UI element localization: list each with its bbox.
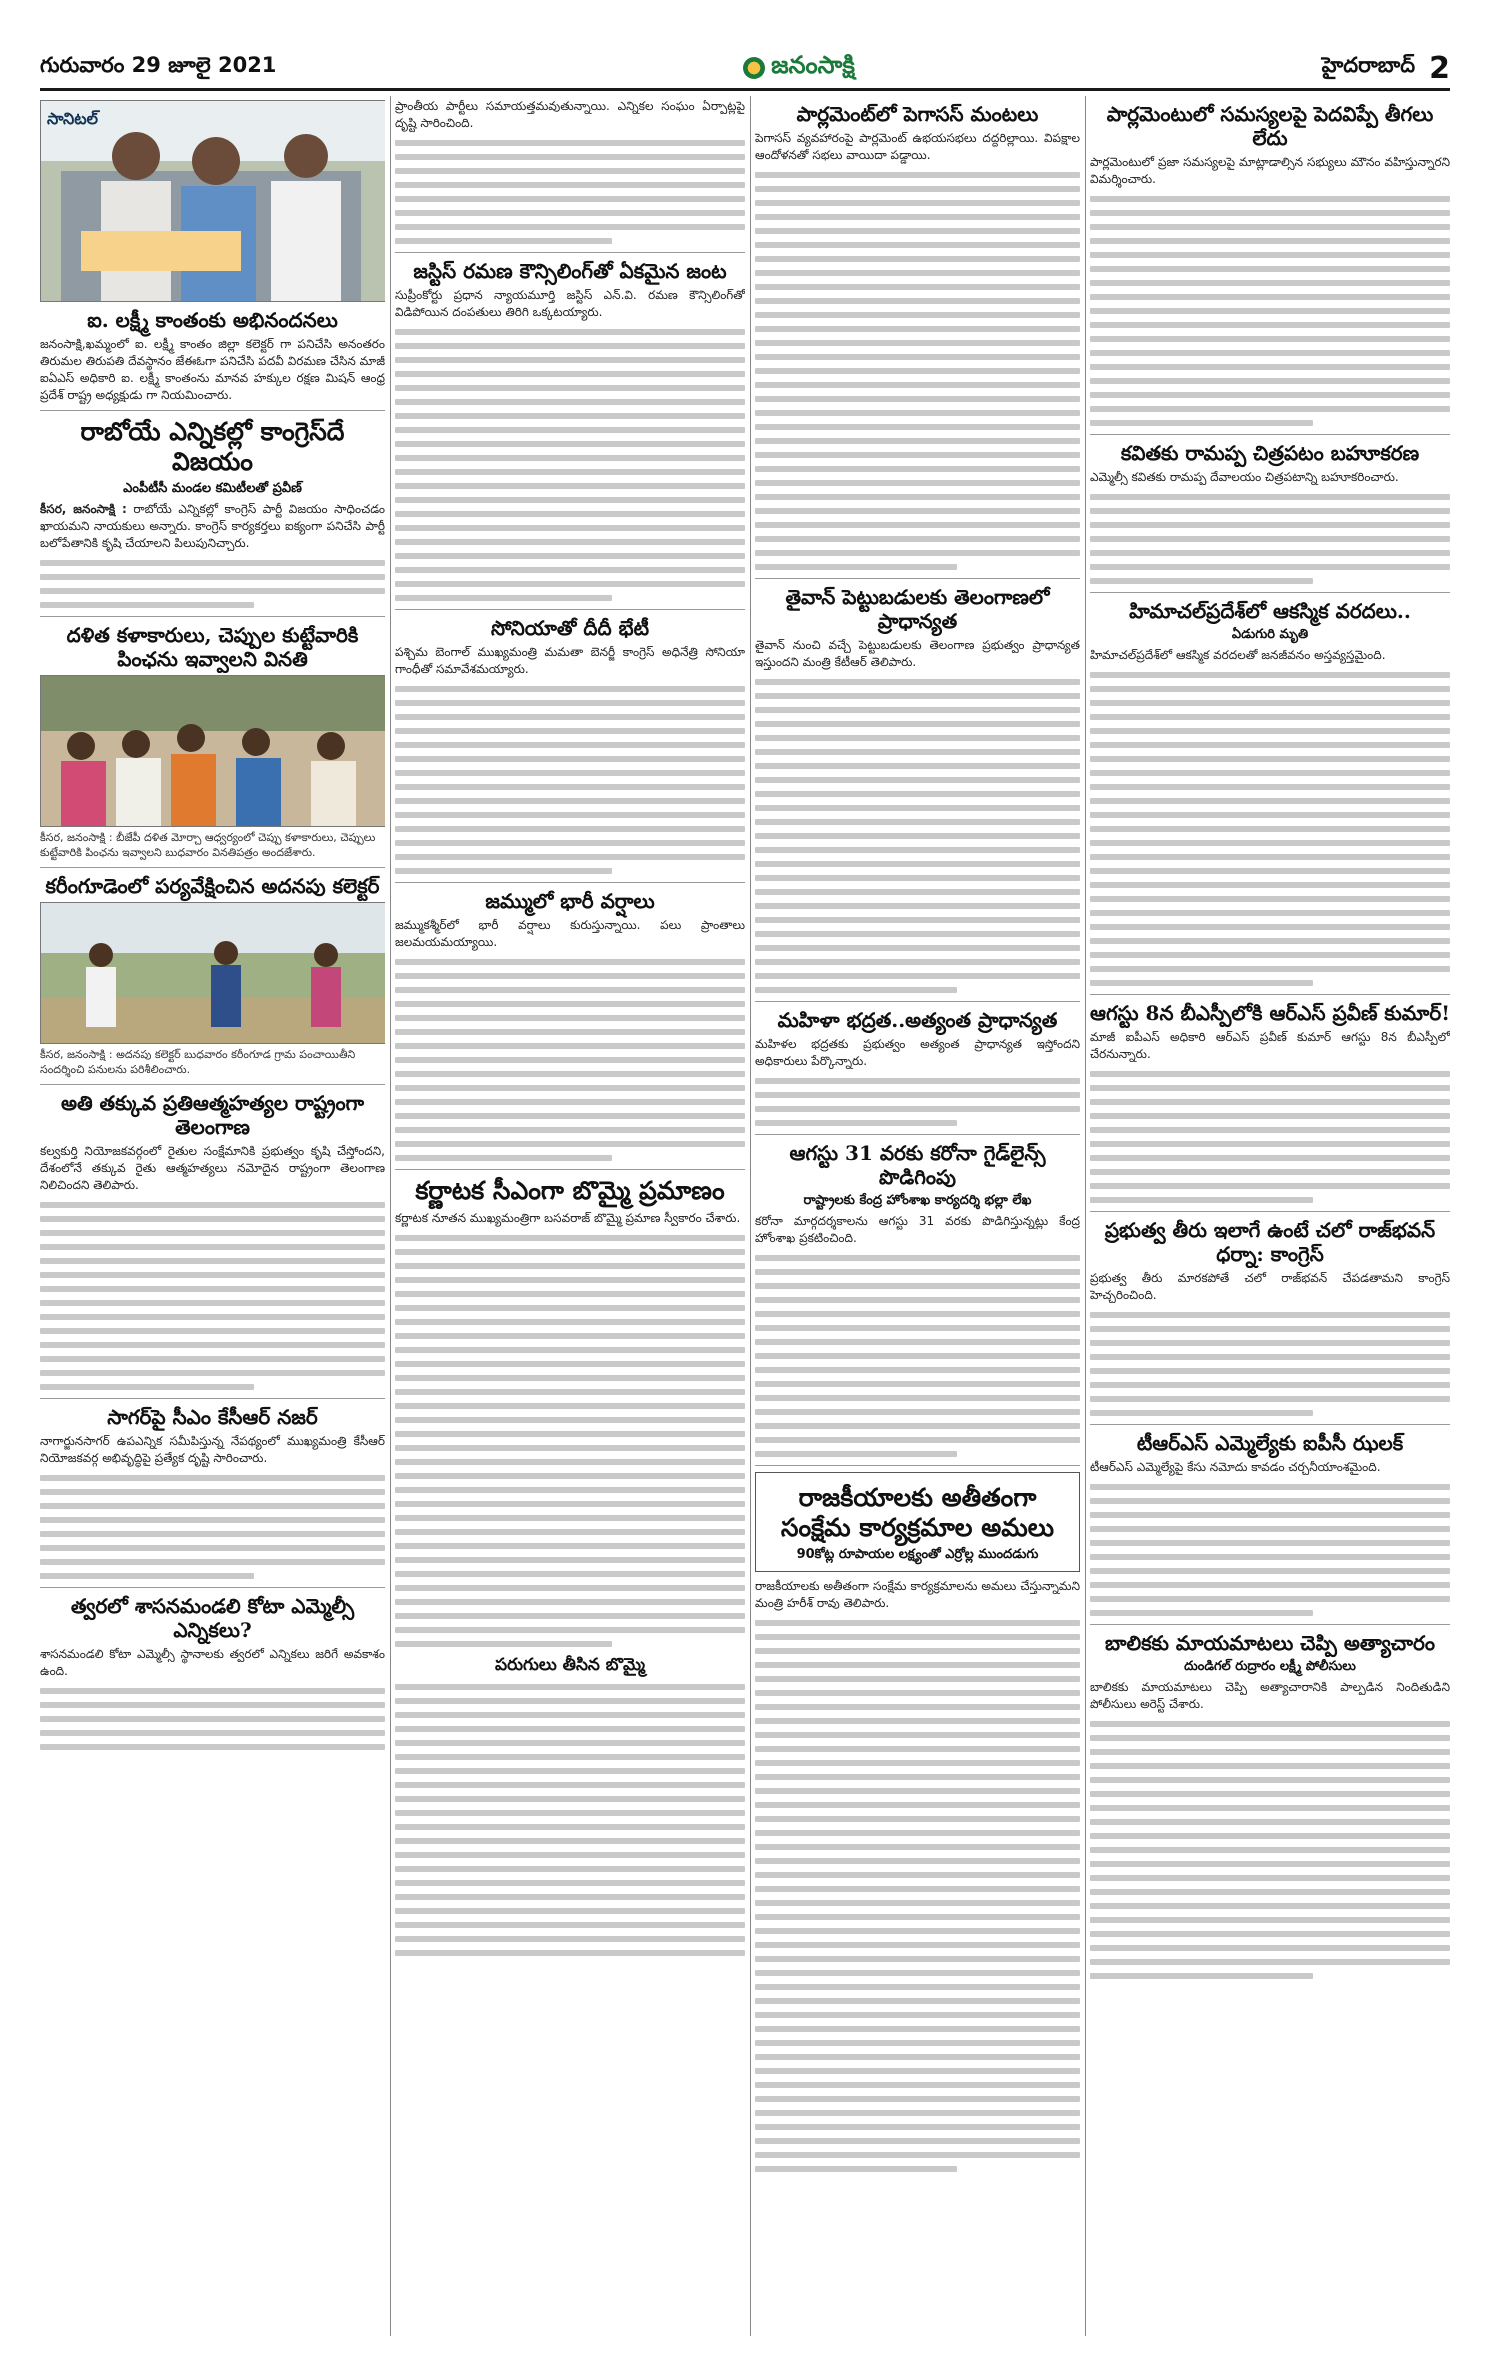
- headline-17: రాజకీయాలకు అతీతంగా సంక్షేమ కార్యక్రమాల అమలు: [780, 1483, 1055, 1543]
- banner-text: సానిటల్: [47, 109, 98, 128]
- headline-18: పార్లమెంటులో సమస్యలపై పెదవిప్పే తీగలు లేదు: [1106, 102, 1434, 150]
- dateline: కీసర, జనంసాక్షి :: [40, 502, 127, 517]
- text-lines: [395, 329, 745, 601]
- story-6-body: నాగార్జునసాగర్ ఉపఎన్నిక సమీపిస్తున్న నేపథ్యంలో ముఖ్యమంత్రి కేసీఆర్ నియోజకవర్గ అభివృద్ధిపై ప్రత్యేక దృష్టి సారించారు.: [40, 1433, 385, 1465]
- story-23-body: టీఆర్‌ఎస్ ఎమ్మెల్యేపై కేసు నమోదు కావడం చర్చనీయాంశమైంది.: [1090, 1460, 1381, 1475]
- divider: [395, 252, 745, 253]
- text-lines: [40, 560, 385, 608]
- edition-name: హైదరాబాద్: [1321, 53, 1416, 77]
- box-story: [755, 1472, 1080, 1572]
- headline-24: బాలికకు మాయమాటలు చెప్పి అత్యాచారం: [1105, 1631, 1435, 1656]
- headline-15: మహిళా భద్రత..అత్యంత ప్రాధాన్యత: [777, 1008, 1058, 1033]
- text-lines: [395, 959, 745, 1161]
- divider: [1090, 592, 1450, 593]
- story-16-body: కరోనా మార్గదర్శకాలను ఆగస్టు 31 వరకు పొడిగిస్తున్నట్లు కేంద్ర హోంశాఖ ప్రకటించింది.: [755, 1214, 1080, 1246]
- column-2: [395, 96, 745, 2336]
- headline-9: సోనియాతో దీదీ భేటీ: [490, 616, 650, 641]
- text-lines: [1090, 494, 1450, 584]
- headline-1: ఐ. లక్ష్మీ కాంతంకు అభినందనలు: [87, 308, 338, 332]
- divider: [1090, 434, 1450, 435]
- column-rule: [390, 96, 391, 2336]
- headline-2: రాబోయే ఎన్నికల్లో కాంగ్రెస్‌దే విజయం: [80, 417, 345, 477]
- photo-caption: కీసర, జనంసాక్షి : బీజేపీ దళిత మోర్చా ఆధ్వర్యంలో చెప్పు కళాకారులు, చెప్పులు కుట్టేవారికి పింఛను ఇవ్వాలని బుధవారం వినతిపత్రం అందజేశారు.: [40, 831, 376, 860]
- story-15-body: మహిళల భద్రతకు ప్రభుత్వం అత్యంత ప్రాధాన్యత ఇస్తోందని అధికారులు పేర్కొన్నారు.: [755, 1037, 1080, 1069]
- text-lines: [395, 140, 745, 244]
- story-19-body: ఎమ్మెల్సీ కవితకు రామప్ప దేవాలయం చిత్రపటాన్ని బహూకరించారు.: [1090, 470, 1399, 485]
- story-1-body: జనంసాక్షి,ఖమ్మంలో ఐ. లక్ష్మీ కాంతం జిల్లా కలెక్టర్ గా పనిచేసి అనంతరం తిరుమల తిరుపతి దేవస్థానం జేఈఓగా పనిచేసి పదవీ విరమణ చేసిన మాజీ ఐఏఎస్ అధికారి ఐ. లక్ష్మీ కాంతంను మానవ హక్కుల రక్షణ మిషన్ ఆంధ్ర ప్రదేశ్ రాష్ట్ర అధ్యక్షుడు గా నియమించారు.: [40, 337, 385, 403]
- divider: [1090, 1624, 1450, 1625]
- paper-name: జనంసాక్షి: [771, 51, 855, 79]
- story-7-body: శాసనమండలి కోటా ఎమ్మెల్సీ స్థానాలకు త్వరలో ఎన్నికలు జరిగే అవకాశం ఉంది.: [40, 1646, 385, 1678]
- divider: [755, 578, 1080, 579]
- story-8-body: సుప్రీంకోర్టు ప్రధాన న్యాయమూర్తి జస్టిస్ ఎన్.వి. రమణ కౌన్సిలింగ్‌తో విడిపోయిన దంపతులు తిరిగి ఒక్కటయ్యారు.: [395, 288, 745, 320]
- subheadline-24: దుండిగల్ రుద్రారం లక్ష్మీ పోలీసులు: [1184, 1659, 1356, 1675]
- column-rule: [750, 96, 751, 2336]
- headline-21: ఆగస్టు 8న బీఎస్పీలోకి ఆర్‌ఎస్ ప్రవీణ్ కుమార్!: [1090, 1001, 1450, 1026]
- divider: [755, 1465, 1080, 1466]
- headline-6: సాగర్‌పై సీఎం కేసీఆర్ నజర్: [107, 1404, 318, 1429]
- story-24-body: బాలికకు మాయమాటలు చెప్పి అత్యాచారానికి పాల్పడిన నిందితుడిని పోలీసులు అరెస్ట్ చేశారు.: [1090, 1680, 1450, 1712]
- headline-8: జస్టిస్ రమణ కౌన్సిలింగ్‌తో ఏకమైన జంట: [413, 259, 727, 284]
- story-11-body: కర్ణాటక నూతన ముఖ్యమంత్రిగా బసవరాజ్ బొమ్మై ప్రమాణ స్వీకారం చేశారు.: [395, 1211, 741, 1226]
- text-lines: [755, 172, 1080, 570]
- divider: [395, 1169, 745, 1170]
- story-9-body: పశ్చిమ బెంగాల్ ముఖ్యమంత్రి మమతా బెనర్జీ కాంగ్రెస్ అధినేత్రి సోనియా గాంధీతో సమావేశమయ్యారు.: [395, 645, 745, 677]
- subhead-12: పరుగులు తీసిన బొమ్మై: [494, 1655, 646, 1676]
- subheadline-17: 90కోట్ల రూపాయల లక్ష్యంతో ఎర్రోల్ల ముందడుగు: [796, 1547, 1039, 1563]
- photo-protest: [40, 675, 385, 827]
- subheadline-16: రాష్ట్రాలకు కేంద్ర హోంశాఖ కార్యదర్శి భల్లా లేఖ: [803, 1193, 1032, 1209]
- divider: [40, 1084, 385, 1085]
- paper-logo: [743, 51, 855, 85]
- page-number: 2: [1429, 50, 1450, 86]
- divider: [755, 1001, 1080, 1002]
- column-rule: [1085, 96, 1086, 2336]
- photo-felicitation: [40, 100, 385, 302]
- text-lines: [755, 1620, 1080, 2172]
- story-continued-body: ప్రాంతీయ పార్టీలు సమాయత్తమవుతున్నాయి. ఎన్నికల సంఘం ఏర్పాట్లపై దృష్టి సారించింది.: [395, 99, 745, 131]
- column-4: [1090, 96, 1450, 2336]
- story-2-body: [40, 501, 385, 552]
- divider: [755, 1134, 1080, 1135]
- column-1: [40, 96, 385, 2336]
- story-18-body: పార్లమెంటులో ప్రజా సమస్యలపై మాట్లాడాల్సిన సభ్యులు మౌనం వహిస్తున్నారని విమర్శించారు.: [1090, 155, 1450, 187]
- text-lines: [395, 686, 745, 874]
- masthead: [40, 48, 1450, 91]
- divider: [395, 609, 745, 610]
- edition-block: [1322, 51, 1450, 86]
- text-lines: [40, 1688, 385, 1750]
- divider: [1090, 1211, 1450, 1212]
- headline-5: అతి తక్కువ ప్రతిఆత్మహత్యల రాష్ట్రంగా తెలంగాణ: [60, 1090, 365, 1139]
- story-20-body: హిమాచల్‌ప్రదేశ్‌లో ఆకస్మిక వరదలతో జనజీవనం అస్తవ్యస్తమైంది.: [1090, 648, 1386, 663]
- headline-23: టీఆర్‌ఎస్ ఎమ్మెల్యేకు ఐపీసీ ఝలక్: [1136, 1431, 1404, 1456]
- divider: [40, 410, 385, 411]
- story-21-body: మాజీ ఐపీఎస్ అధికారి ఆర్‌ఎస్ ప్రవీణ్ కుమార్ ఆగస్టు 8న బీఎస్పీలో చేరనున్నారు.: [1090, 1030, 1450, 1062]
- logo-icon: [743, 57, 765, 79]
- issue-date: గురువారం 29 జూలై 2021: [40, 53, 277, 77]
- text-lines: [1090, 1071, 1450, 1203]
- divider: [40, 1398, 385, 1399]
- text-lines: [1090, 672, 1450, 986]
- subheadline-20: ఏడుగురి మృతి: [1231, 627, 1309, 643]
- headline-14: తైవాన్ పెట్టుబడులకు తెలంగాణలో ప్రాధాన్యత: [785, 585, 1050, 634]
- text-lines: [755, 1078, 1080, 1126]
- text-lines: [395, 1684, 745, 1956]
- story-10-body: జమ్ముకశ్మీర్‌లో భారీ వర్షాలు కురుస్తున్నాయి. పలు ప్రాంతాలు జలమయమయ్యాయి.: [395, 918, 745, 950]
- headline-22: ప్రభుత్వ తీరు ఇలాగే ఉంటే చలో రాజ్‌భవన్ ధర్నా: కాంగ్రెస్: [1104, 1218, 1436, 1267]
- story-14-body: తైవాన్ నుంచి వచ్చే పెట్టుబడులకు తెలంగాణ ప్రభుత్వం ప్రాధాన్యత ఇస్తుందని మంత్రి కేటీఆర్ తెలిపారు.: [755, 638, 1080, 670]
- headline-19: కవితకు రామప్ప చిత్రపటం బహూకరణ: [1120, 441, 1420, 466]
- headline-13: పార్లమెంట్‌లో పెగాసస్ మంటలు: [796, 102, 1039, 126]
- column-3: [755, 96, 1080, 2336]
- headline-16: ఆగస్టు 31 వరకు కరోనా గైడ్‌లైన్స్ పొడిగింపు: [789, 1141, 1046, 1190]
- text-lines: [755, 679, 1080, 993]
- divider: [1090, 994, 1450, 995]
- headline-4: కరీంగూడెంలో పర్యవేక్షించిన అదనపు కలెక్టర్: [45, 873, 380, 898]
- text-lines: [40, 1202, 385, 1390]
- story-17-body: రాజకీయాలకు అతీతంగా సంక్షేమ కార్యక్రమాలను అమలు చేస్తున్నామని మంత్రి హరీశ్ రావు తెలిపారు.: [755, 1579, 1080, 1611]
- text-lines: [1090, 1721, 1450, 1979]
- story-5-body: కల్వకుర్తి నియోజకవర్గంలో రైతుల సంక్షేమానికి ప్రభుత్వం కృషి చేస్తోందని, దేశంలోనే తక్కువ రైతు ఆత్మహత్యలు నమోదైన రాష్ట్రంగా తెలంగాణ నిలిచిందని తెలిపారు.: [40, 1143, 385, 1192]
- divider: [395, 882, 745, 883]
- headline-7: త్వరలో శాసనమండలి కోటా ఎమ్మెల్సీ ఎన్నికలు?: [70, 1593, 355, 1642]
- story-22-body: ప్రభుత్వ తీరు మారకపోతే చలో రాజ్‌భవన్ చేపడతామని కాంగ్రెస్ హెచ్చరించింది.: [1090, 1271, 1450, 1303]
- headline-20: హిమాచల్‌ప్రదేశ్‌లో ఆకస్మిక వరదలు..: [1129, 599, 1411, 624]
- text-lines: [755, 1255, 1080, 1457]
- photo-caption: కీసర, జనంసాక్షి : అదనపు కలెక్టర్ బుధవారం కరీంగూడ గ్రామ పంచాయితీని సందర్శించి పనులను పరిశీలించారు.: [40, 1047, 356, 1076]
- text-lines: [395, 1235, 745, 1647]
- text-lines: [40, 1475, 385, 1579]
- headline-10: జమ్ములో భారీ వర్షాలు: [485, 889, 655, 914]
- divider: [40, 1587, 385, 1588]
- text-lines: [1090, 1484, 1450, 1616]
- divider: [40, 616, 385, 617]
- divider: [1090, 1424, 1450, 1425]
- story-2-text: రాబోయే ఎన్నికల్లో కాంగ్రెస్ పార్టీ విజయం సాధించడం ఖాయమని నాయకులు అన్నారు. కాంగ్రెస్ కార్యకర్తలు ఐక్యంగా పనిచేసి పార్టీ బలోపేతానికి కృషి చేయాలని పిలుపునిచ్చారు.: [40, 502, 385, 551]
- subheadline-2: ఎంపీటీసీ మండల కమిటీలతో ప్రవీణ్: [123, 481, 302, 497]
- text-lines: [1090, 196, 1450, 426]
- headline-3: దళిత కళాకారులు, చెప్పుల కుట్టేవారికి పింఛను ఇవ్వాలని వినతి: [66, 623, 359, 672]
- divider: [40, 867, 385, 868]
- photo-inspection: [40, 902, 385, 1044]
- headline-11: కర్ణాటక సీఎంగా బొమ్మై ప్రమాణం: [415, 1176, 725, 1206]
- text-lines: [1090, 1312, 1450, 1416]
- story-13-body: పెగాసస్ వ్యవహారంపై పార్లమెంట్ ఉభయసభలు దద్దరిల్లాయి. విపక్షాల ఆందోళనతో సభలు వాయిదా పడ్డాయి.: [755, 131, 1080, 163]
